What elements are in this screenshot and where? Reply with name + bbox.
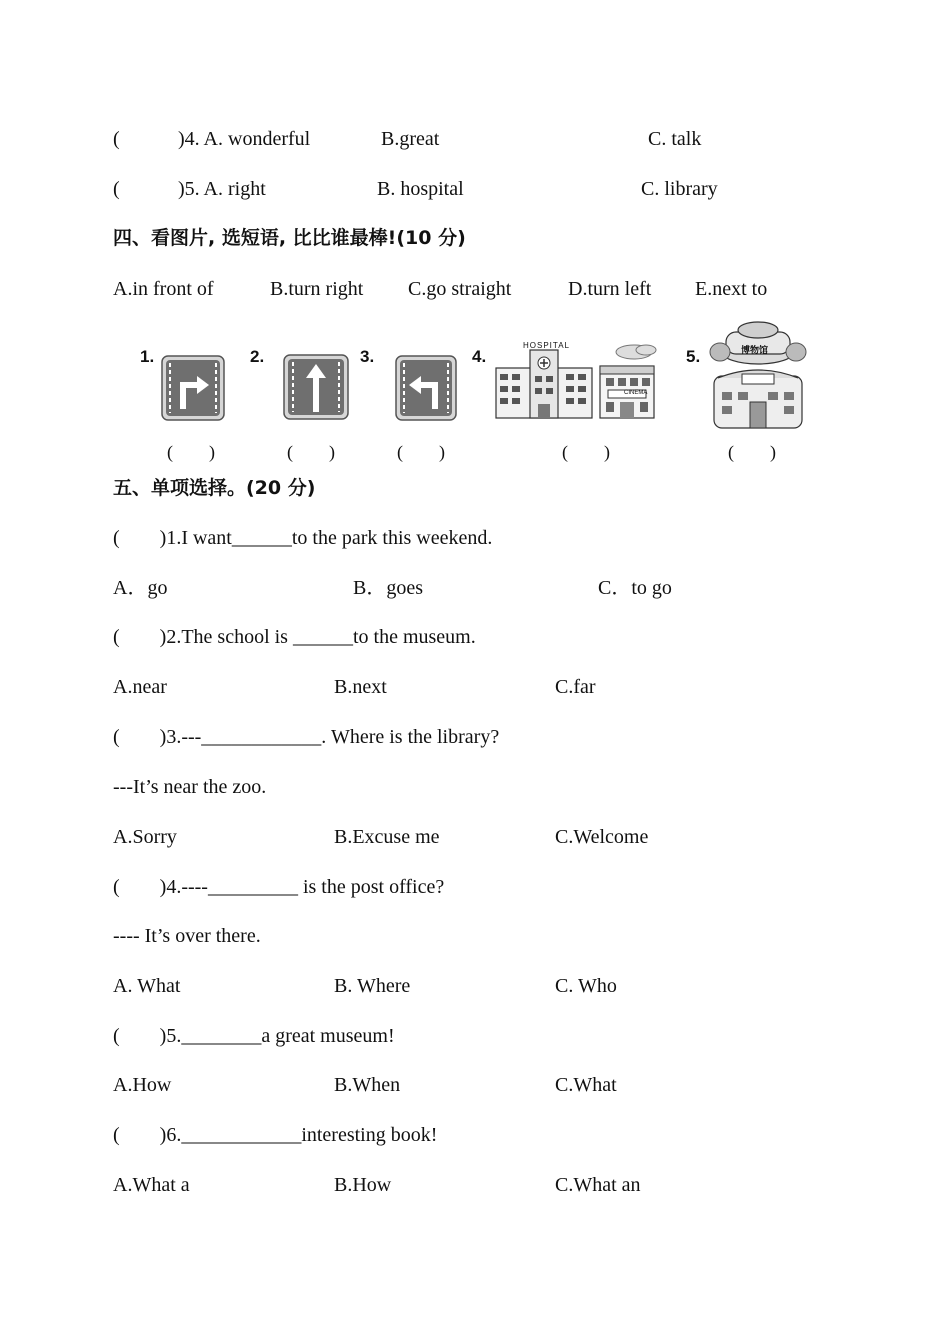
mc-question-1: ( )1.I want______to the park this weekend.: [113, 527, 493, 549]
turn-left-sign-icon: [395, 355, 457, 421]
option-c: C.What: [555, 1074, 617, 1096]
answer-blank-1[interactable]: ( ): [167, 442, 215, 462]
option-c: C.What an: [555, 1174, 641, 1196]
question-text: )4. A. wonderful: [178, 128, 311, 150]
option-a: A.How: [113, 1074, 172, 1096]
option-a: A.Sorry: [113, 826, 177, 848]
mc-reply-4: ---- It’s over there.: [113, 925, 261, 947]
option-c: C. talk: [648, 128, 702, 150]
phrase-option-c: C.go straight: [408, 278, 512, 300]
picture-number-5: 5.: [686, 347, 701, 366]
option-b: B.When: [334, 1074, 401, 1096]
option-b: B.Excuse me: [334, 826, 440, 848]
mc-question-6: ( )6.____________interesting book!: [113, 1124, 438, 1146]
section-5-title: 五、单项选择。(20 分): [113, 477, 316, 499]
option-c: C．to go: [598, 577, 672, 599]
hospital-cinema-icon: [494, 338, 659, 424]
cinema-sign: CINEMA: [624, 390, 648, 396]
museum-sign: 博物馆: [741, 346, 769, 356]
phrase-option-d: D.turn left: [568, 278, 652, 300]
answer-blank-5[interactable]: ( ): [728, 442, 776, 462]
phrase-option-b: B.turn right: [270, 278, 364, 300]
phrase-option-a: A.in front of: [113, 278, 214, 300]
hospital-sign: HOSPITAL: [523, 341, 570, 350]
option-a: A.What a: [113, 1174, 190, 1196]
option-b: B. hospital: [377, 178, 464, 200]
answer-paren: (: [113, 178, 120, 200]
museum-building-icon: [708, 318, 808, 432]
option-a: A. What: [113, 975, 181, 997]
question-text: )5. A. right: [178, 178, 266, 200]
option-a: A．go: [113, 577, 168, 599]
answer-paren: (: [113, 128, 120, 150]
answer-blank-2[interactable]: ( ): [287, 442, 335, 462]
option-c: C.far: [555, 676, 596, 698]
section-4-title: 四、看图片, 选短语, 比比谁最棒!(10 分): [113, 227, 466, 249]
picture-number-3: 3.: [360, 347, 375, 366]
option-c: C. library: [641, 178, 718, 200]
option-c: C.Welcome: [555, 826, 649, 848]
picture-number-4: 4.: [472, 347, 487, 366]
turn-right-sign-icon: [161, 355, 225, 421]
mc-question-2: ( )2.The school is ______to the museum.: [113, 626, 476, 648]
option-c: C. Who: [555, 975, 617, 997]
option-b: B. Where: [334, 975, 411, 997]
option-b: B.next: [334, 676, 387, 698]
picture-number-1: 1.: [140, 347, 155, 366]
option-b: B.How: [334, 1174, 392, 1196]
option-a: A.near: [113, 676, 167, 698]
go-straight-sign-icon: [283, 354, 349, 420]
mc-question-4: ( )4.----_________ is the post office?: [113, 876, 445, 898]
answer-blank-4[interactable]: ( ): [562, 442, 610, 462]
answer-blank-3[interactable]: ( ): [397, 442, 445, 462]
mc-question-3: ( )3.---____________. Where is the library?: [113, 726, 500, 748]
option-b: B.great: [381, 128, 440, 150]
picture-number-2: 2.: [250, 347, 265, 366]
mc-question-5: ( )5.________a great museum!: [113, 1025, 395, 1047]
option-b: B．goes: [353, 577, 423, 599]
mc-reply-3: ---It’s near the zoo.: [113, 776, 267, 798]
phrase-option-e: E.next to: [695, 278, 768, 300]
